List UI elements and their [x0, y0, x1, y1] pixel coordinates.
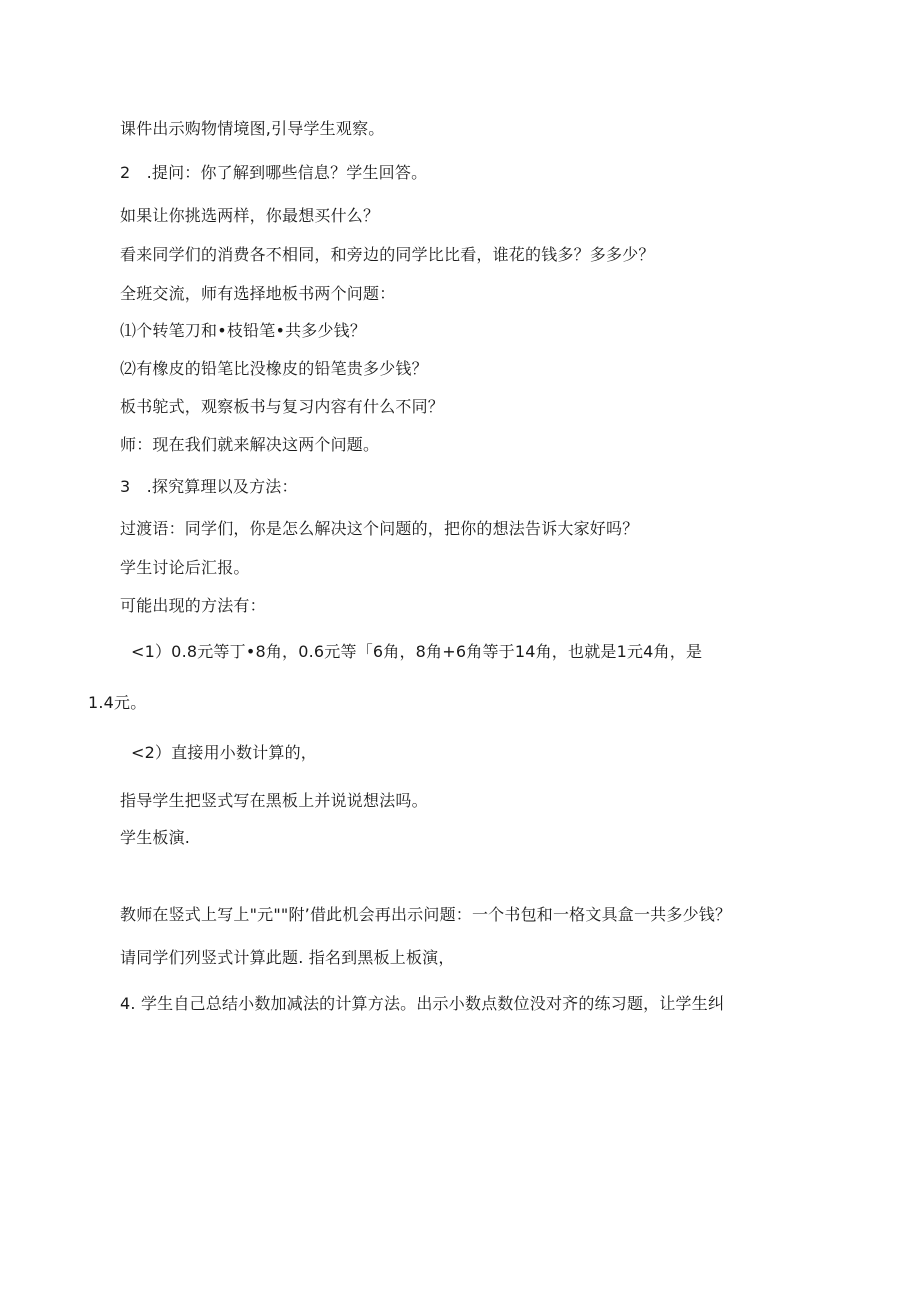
- text-line: 指导学生把竖式写在黑板上并说说想法吗。: [120, 791, 428, 810]
- text-line: ⑴个转笔刀和•枝铅笔•共多少钱？: [120, 321, 367, 340]
- text-line: 3 .探究算理以及方法：: [120, 477, 298, 496]
- text-line: 2 .提问：你了解到哪些信息？学生回答。: [120, 163, 428, 182]
- text-line: 学生板演.: [120, 828, 191, 847]
- text-line: ⑵有橡皮的铅笔比没橡皮的铅笔贵多少钱？: [120, 359, 428, 378]
- text-line: 板书鸵式，观察板书与复习内容有什么不同？: [120, 397, 445, 416]
- text-line: <2）直接用小数计算的，: [131, 743, 317, 762]
- text-line: 过渡语：同学们，你是怎么解决这个问题的，把你的想法告诉大家好吗？: [120, 519, 639, 538]
- text-line: <1）0.8元等丁•8角，0.6元等「6角，8角+6角等于14角，也就是1元4角，是: [131, 642, 703, 661]
- text-line: 1.4元。: [88, 693, 147, 712]
- text-line: 课件出示购物情境图,引导学生观察。: [120, 119, 385, 138]
- text-line: 如果让你挑选两样，你最想买什么？: [120, 206, 380, 225]
- text-line: 学生讨论后汇报。: [120, 558, 250, 577]
- text-line: 看来同学们的消费各不相同，和旁边的同学比比看，谁花的钱多？多多少？: [120, 245, 655, 264]
- text-line: 4. 学生自己总结小数加减法的计算方法。出示小数点数位没对齐的练习题，让学生纠: [120, 994, 725, 1013]
- text-line: 可能出现的方法有：: [120, 596, 266, 615]
- text-line: 教师在竖式上写上"元""附’借此机会再出示问题：一个书包和一格文具盒一共多少钱？: [120, 905, 732, 924]
- text-line: 请同学们列竖式计算此题. 指名到黑板上板演，: [120, 948, 455, 967]
- text-line: 全班交流，师有选择地板书两个问题：: [120, 284, 396, 303]
- text-line: 师：现在我们就来解决这两个问题。: [120, 435, 380, 454]
